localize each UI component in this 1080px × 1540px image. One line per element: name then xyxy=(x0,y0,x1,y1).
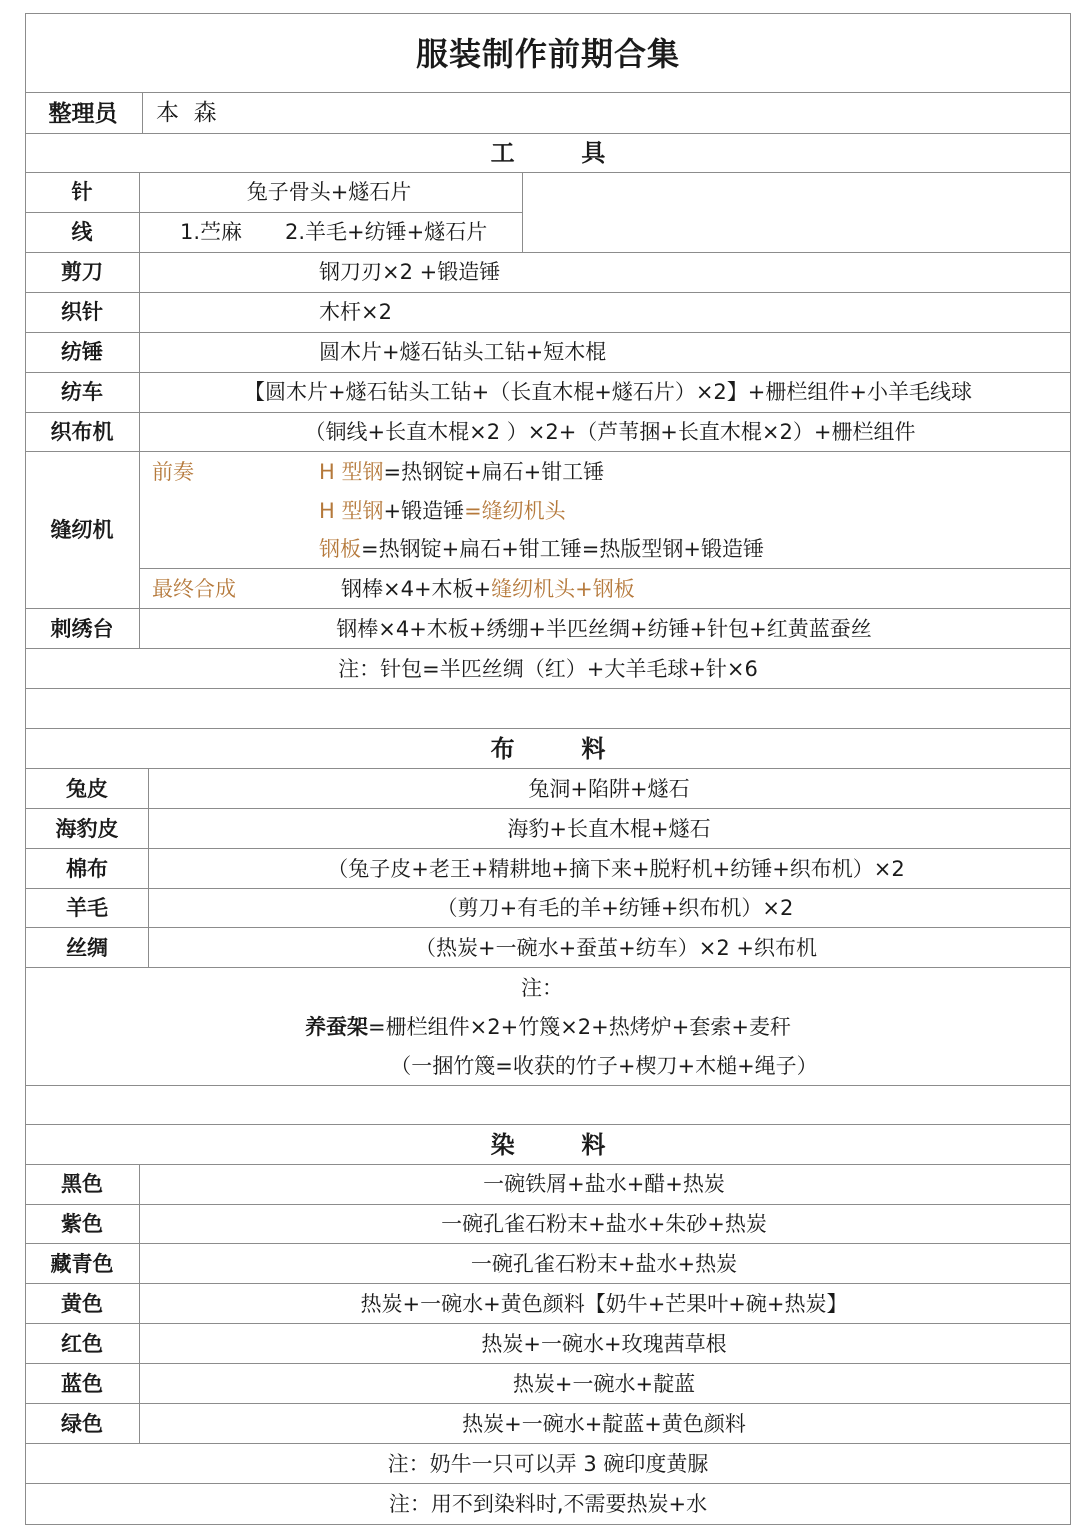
section-heading-dye: 染 料 xyxy=(490,1131,606,1159)
row-label-seal-hide: 海豹皮 xyxy=(55,817,119,841)
silkworm-rack-recipe: =栅栏组件×2+竹篾×2+热烤炉+套索+麦秆 xyxy=(368,1015,791,1039)
row-label-silk: 丝绸 xyxy=(66,936,108,960)
row-label-yellow: 黄色 xyxy=(61,1292,103,1316)
row-value-navy: 一碗孔雀石粉末+盐水+热炭 xyxy=(470,1252,738,1276)
sewing-step-1-recipe: =热钢锭+扁石+钳工锤 xyxy=(383,460,605,484)
row-label-scissors: 剪刀 xyxy=(61,260,103,284)
row-value-thread-ramie: 1.苎麻 xyxy=(180,220,243,244)
row-label-cotton: 棉布 xyxy=(66,857,108,881)
row-value-black: 一碗铁屑+盐水+醋+热炭 xyxy=(483,1172,725,1196)
row-value-loom: （铜线+长直木棍×2 ）×2+（芦苇捆+长直木棍×2）+栅栏组件 xyxy=(304,420,916,444)
row-value-spindle: 圆木片+燧石钻头工钻+短木棍 xyxy=(319,340,607,364)
organizer-label: 整理员 xyxy=(48,101,118,127)
row-value-wool: （剪刀+有毛的羊+纺锤+织布机）×2 xyxy=(436,896,794,920)
row-value-green: 热炭+一碗水+靛蓝+黄色颜料 xyxy=(462,1412,746,1436)
sewing-step-1-product: H 型钢 xyxy=(319,460,384,484)
sewing-step-2-product: =缝纫机头 xyxy=(464,499,566,523)
fabric-note-title: 注： xyxy=(521,976,563,1000)
sewing-final-recipe xyxy=(341,577,635,601)
row-value-spinning-wheel: 【圆木片+燧石钻头工钻+（长直木棍+燧石片）×2】+栅栏组件+小羊毛线球 xyxy=(244,380,972,404)
sewing-step-3-recipe: =热钢锭+扁石+钳工锤=热版型钢+锻造锤 xyxy=(361,537,764,561)
row-value-yellow: 热炭+一碗水+黄色颜料【奶牛+芒果叶+碗+热炭】 xyxy=(360,1292,848,1316)
row-label-spinning-wheel: 纺车 xyxy=(61,380,103,404)
fabric-note-silkworm-rack xyxy=(305,1015,791,1039)
row-value-cotton: （兔子皮+老王+精耕地+摘下来+脱籽机+纺锤+织布机）×2 xyxy=(327,857,905,881)
row-label-green: 绿色 xyxy=(61,1412,103,1436)
fabric-note-bamboo: （一捆竹篾=收获的竹子+楔刀+木槌+绳子） xyxy=(390,1054,818,1078)
row-value-embroidery-table: 钢棒×4+木板+绣绷+半匹丝绸+纺锤+针包+红黄蓝蚕丝 xyxy=(336,617,872,641)
row-value-purple: 一碗孔雀石粉末+盐水+朱砂+热炭 xyxy=(441,1212,767,1236)
row-label-embroidery-table: 刺绣台 xyxy=(50,617,114,641)
sewing-step-3 xyxy=(319,537,764,561)
row-value-rabbit-hide: 兔洞+陷阱+燧石 xyxy=(528,777,690,801)
row-value-knitting-needle: 木杆×2 xyxy=(319,300,392,324)
row-value-blue: 热炭+一碗水+靛蓝 xyxy=(512,1372,696,1396)
dye-note-charcoal: 注：用不到染料时,不需要热炭+水 xyxy=(388,1492,708,1516)
sewing-final-label: 最终合成 xyxy=(152,577,236,601)
row-label-purple: 紫色 xyxy=(61,1212,103,1236)
sewing-step-3-product: 钢板 xyxy=(319,537,361,561)
row-label-wool: 羊毛 xyxy=(66,896,108,920)
row-label-thread: 线 xyxy=(71,220,93,244)
document-title: 服装制作前期合集 xyxy=(415,35,681,73)
sewing-final-parts: 钢棒×4+木板+ xyxy=(341,577,492,601)
row-label-loom: 织布机 xyxy=(50,420,114,444)
row-value-red: 热炭+一碗水+玫瑰茜草根 xyxy=(481,1332,727,1356)
row-label-red: 红色 xyxy=(61,1332,103,1356)
row-label-sewing-machine: 缝纫机 xyxy=(50,518,114,542)
row-value-scissors: 钢刀刃×2 +锻造锤 xyxy=(319,260,501,284)
row-label-blue: 蓝色 xyxy=(61,1372,103,1396)
row-value-needle: 兔子骨头+燧石片 xyxy=(246,180,412,204)
sewing-prelude-label: 前奏 xyxy=(152,460,194,484)
row-value-silk: （热炭+一碗水+蚕茧+纺车）×2 +织布机 xyxy=(414,936,818,960)
organizer-name: 本 森 xyxy=(156,100,217,126)
tools-note: 注：针包=半匹丝绸（红）+大羊毛球+针×6 xyxy=(338,657,758,681)
sewing-step-2-recipe: +锻造锤 xyxy=(383,499,465,523)
row-value-thread-wool: 2.羊毛+纺锤+燧石片 xyxy=(285,220,488,244)
section-heading-fabric: 布 料 xyxy=(490,735,606,763)
row-label-navy: 藏青色 xyxy=(50,1252,114,1276)
sewing-step-1 xyxy=(319,460,604,484)
sewing-step-2-input: H 型钢 xyxy=(319,499,384,523)
row-label-rabbit-hide: 兔皮 xyxy=(66,777,108,801)
sewing-final-key-parts: 缝纫机头+钢板 xyxy=(491,577,635,601)
row-label-needle: 针 xyxy=(71,180,93,204)
section-heading-tools: 工 具 xyxy=(490,139,606,167)
row-value-seal-hide: 海豹+长直木棍+燧石 xyxy=(507,817,711,841)
sewing-step-2 xyxy=(319,499,566,523)
row-label-knitting-needle: 织针 xyxy=(61,300,103,324)
dye-note-cow: 注：奶牛一只可以弄 3 碗印度黄脲 xyxy=(387,1452,709,1476)
row-label-spindle: 纺锤 xyxy=(61,340,103,364)
silkworm-rack-term: 养蚕架 xyxy=(305,1015,369,1039)
row-label-black: 黑色 xyxy=(61,1172,103,1196)
